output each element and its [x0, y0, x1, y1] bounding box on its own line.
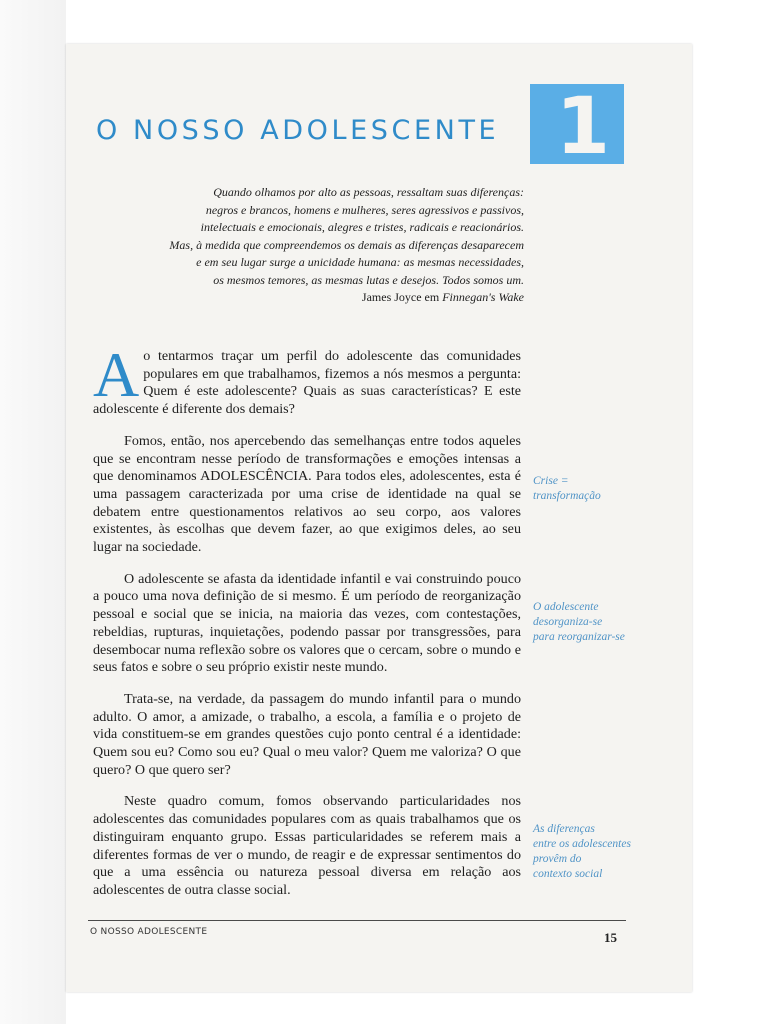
sidenote-line: provêm do [533, 853, 582, 865]
sidenote-line: O adolescente [533, 601, 599, 613]
sidenote-line: contexto social [533, 868, 603, 880]
paragraph: Trata-se, na verdade, da passagem do mundo infantil para o mundo adulto. O amor, a amizade, o trabalho, a escola, a família e o projeto de vida constituem-se em grandes questões cujo ponto central é a identidade: Quem sou eu? Como sou eu? Qual o meu valor? Quem me valoriza? O que quero? O que quero ser? [93, 690, 521, 778]
paragraph: Neste quadro comum, fomos observando particularidades nos adolescentes das comunidades populares com as quais trabalhamos que os distinguiram enquanto grupo. Essas particularidades se referem mais a diferentes formas de ver o mundo, de reagir e de expressar sentimentos do que a uma essência ou natureza pessoal diversa em relação aos adolescentes de outra classe social. [93, 793, 521, 898]
running-title: O NOSSO ADOLESCENTE [90, 927, 208, 937]
sidenote-line: transformação [533, 490, 601, 502]
sidenote-line: As diferenças [533, 823, 595, 835]
paragraph: O adolescente se afasta da identidade infantil e vai construindo pouco a pouco uma nova definição de si mesmo. É um período de reorganização pessoal e social que se inicia, na maioria das vezes, com contestações, rebeldias, rupturas, inquietações, podendo passar por transgressões, para desembocar numa reflexão sobre os valores que o cercam, sobre o mundo e seus fatos e sobre o seu próprio existir neste mundo. [93, 570, 521, 676]
epigraph-attribution [362, 290, 524, 305]
footer-rule [88, 920, 626, 921]
sidenote-diferencas [533, 822, 673, 882]
epigraph-line: Mas, à medida que compreendemos os demais as diferenças desaparecem [169, 237, 524, 252]
epigraph-line: os mesmos temores, as mesmas lutas e desejos. Todos somos um. [213, 272, 524, 287]
epigraph-line: Quando olhamos por alto as pessoas, ressaltam suas diferenças: [213, 185, 524, 199]
paragraph-text: o tentarmos traçar um perfil do adolescente das comunidades populares em que trabalhamos, fizemos a nós mesmos a pergunta: Quem é este adolescente? Quais as suas características? E este adolescente é diferente dos demais? [93, 348, 521, 418]
epigraph-line: e em seu lugar surge a unicidade humana: as mesmas necessidades, [196, 255, 524, 270]
chapter-title: O NOSSO ADOLESCENTE [96, 115, 500, 147]
chapter-number: 1 [555, 82, 610, 172]
scan-background [0, 0, 66, 1024]
sidenote-desorganiza [533, 600, 673, 645]
sidenote-line: entre os adolescentes [533, 838, 631, 850]
epigraph-line: negros e brancos, homens e mulheres, seres agressivos e passivos, [205, 202, 524, 217]
chapter-number-tab [530, 82, 624, 172]
body-text [93, 320, 521, 914]
dropcap-spacer [93, 320, 521, 348]
sidenote-crise [533, 474, 673, 504]
attribution-author: James Joyce em [361, 290, 440, 304]
sidenote-line: para reorganizar-se [533, 631, 625, 643]
attribution-work: Finnegan's Wake [442, 290, 524, 304]
epigraph [104, 184, 524, 290]
epigraph-line: intelectuais e emocionais, alegres e tristes, radicais e reacionários. [200, 220, 524, 235]
paragraph [93, 320, 521, 419]
sidenote-line: Crise = [533, 475, 569, 487]
drop-cap: A [93, 339, 140, 410]
paragraph: Fomos, então, nos apercebendo das semelhanças entre todos aqueles que se encontram nesse período de transformações e emoções intensas a que denominamos ADOLESCÊNCIA. Para todos eles, adolescentes, esta é uma passagem caracterizada por uma crise de identidade na qual se debatem entre questionamentos relativos ao seu corpo, aos valores existentes, às escolhas que devem fazer, ao que exigimos deles, ao seu lugar na sociedade. [93, 432, 521, 556]
sidenote-line: desorganiza-se [533, 616, 603, 628]
page-number: 15 [604, 930, 617, 945]
